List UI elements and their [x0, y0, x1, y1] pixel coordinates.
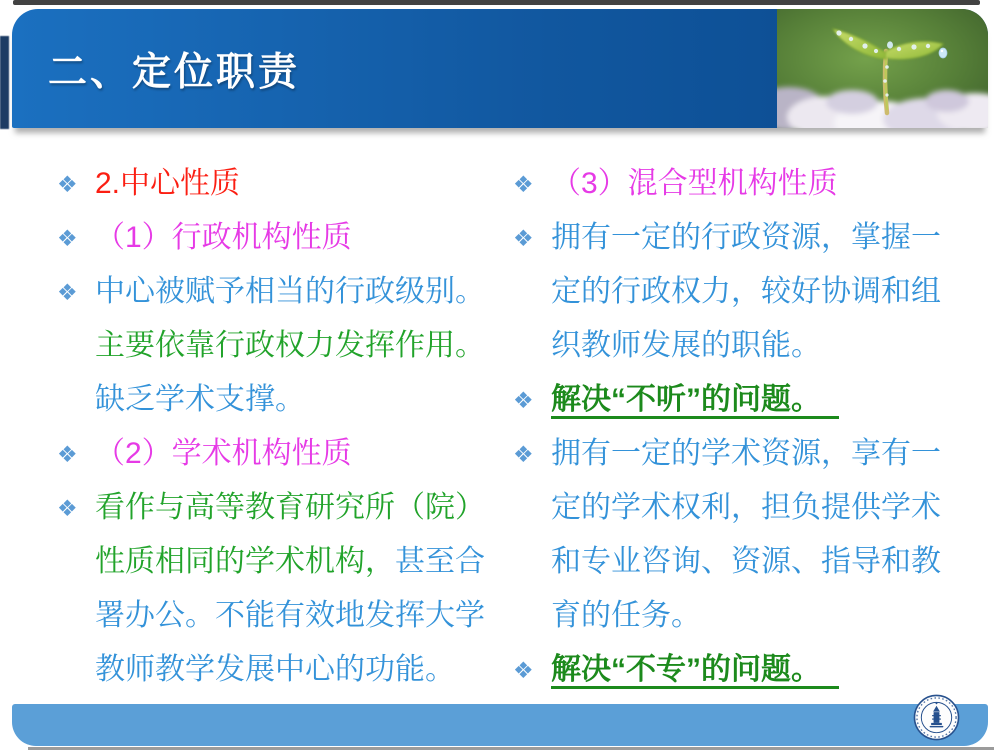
seedling-illustration — [777, 9, 988, 128]
text-segment: 解决“不听”的问题。 — [551, 383, 839, 419]
text-segment: 2.中心性质 — [95, 167, 241, 200]
slide-top-edge — [13, 0, 980, 5]
diamond-bullet-icon: ❖ — [57, 441, 78, 467]
text-segment: （3）混合型机构性质 — [551, 167, 838, 200]
bullet-item — [513, 643, 965, 697]
bullet-text — [95, 481, 494, 697]
bullet-text — [95, 427, 494, 481]
diamond-bullet-icon: ❖ — [57, 171, 78, 197]
bullet-item — [57, 211, 494, 265]
bullet-text — [551, 157, 965, 211]
university-seal-icon — [913, 694, 960, 741]
diamond-bullet-icon: ❖ — [513, 387, 534, 413]
diamond-bullet-icon: ❖ — [57, 225, 78, 251]
text-segment: （1）行政机构性质 — [95, 221, 352, 254]
text-segment: 主要依靠行政权力发挥作用。 — [95, 329, 485, 362]
bullet-text — [95, 211, 494, 265]
text-segment: 缺乏学术支撑。 — [95, 383, 305, 416]
footer-bar — [12, 704, 988, 746]
text-segment: （2）学术机构性质 — [95, 437, 352, 470]
header-shadow-strip — [0, 36, 9, 129]
bullet-item — [57, 265, 494, 427]
text-segment: 中心被赋予相当的行政级别。 — [95, 275, 485, 308]
text-segment: 甚至合署办公。不能有效地发挥大学教师教学发展中心的功能。 — [95, 545, 485, 686]
bullet-item — [513, 427, 965, 643]
diamond-bullet-icon: ❖ — [513, 441, 534, 467]
text-segment: 拥有一定的学术资源，享有一定的学术权利，担负提供学术和专业咨询、资源、指导和教育的任务。 — [551, 437, 941, 632]
bullet-item — [57, 481, 494, 697]
bullet-item — [57, 157, 494, 211]
bullet-text — [95, 265, 494, 427]
diamond-bullet-icon: ❖ — [513, 657, 534, 683]
bullet-item — [513, 157, 965, 211]
diamond-bullet-icon: ❖ — [513, 171, 534, 197]
bullet-text — [551, 643, 965, 697]
seedling-dew-photo — [777, 9, 988, 128]
diamond-bullet-icon: ❖ — [513, 225, 534, 251]
bullet-item — [57, 427, 494, 481]
text-segment: 看作与高等教育研究所（院）性质相同的学术机构， — [95, 491, 485, 578]
bullet-item — [513, 211, 965, 373]
bullet-item — [513, 373, 965, 427]
bullet-text — [95, 157, 494, 211]
diamond-bullet-icon: ❖ — [57, 495, 78, 521]
header-bar — [12, 9, 988, 128]
text-segment: 拥有一定的行政资源，掌握一定的行政权力，较好协调和组织教师发展的职能。 — [551, 221, 941, 362]
left-column — [57, 157, 494, 697]
right-column — [513, 157, 965, 697]
text-segment: 解决“不专”的问题。 — [551, 653, 839, 689]
bullet-text — [551, 427, 965, 643]
diamond-bullet-icon: ❖ — [57, 279, 78, 305]
bullet-text — [551, 373, 965, 427]
slide-title: 二、定位职责 — [48, 50, 301, 94]
bullet-text — [551, 211, 965, 373]
